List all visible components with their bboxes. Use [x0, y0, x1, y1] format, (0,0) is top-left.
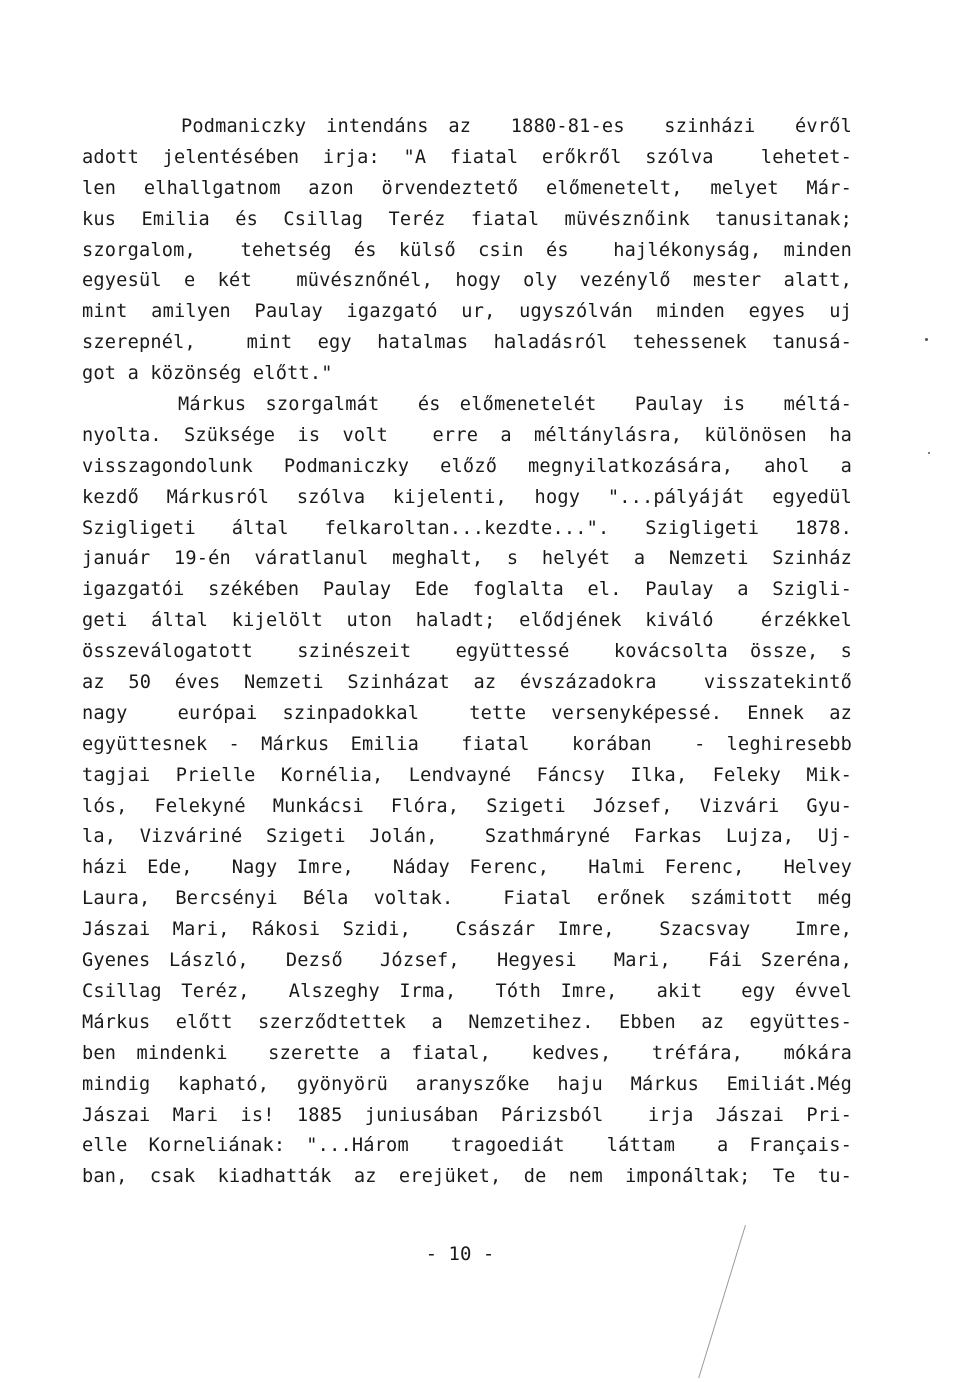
text-line: adott jelentésében irja: "A fiatal erőkről szólva lehetet-: [82, 146, 852, 168]
text-line: elle Korneliának: "...Három tragoediát láttam a Français-: [82, 1135, 852, 1157]
text-line: nagy európai szinpadokkal tette versenyképessé. Ennek az: [82, 702, 852, 724]
text-line: kus Emilia és Csillag Teréz fiatal müvésznőink tanusitanak;: [82, 208, 852, 230]
text-line: tagjai Prielle Kornélia, Lendvayné Fáncsy Ilka, Feleky Mik-: [82, 764, 852, 786]
text-line: ban, csak kiadhatták az erejüket, de nem imponáltak; Te tu-: [82, 1166, 852, 1188]
text-line: egyesül e két müvésznőnél, hogy oly vezénylő mester alatt,: [82, 270, 852, 292]
text-line: Csillag Teréz, Alszeghy Irma, Tóth Imre, akit egy évvel: [82, 980, 852, 1002]
text-line: az 50 éves Nemzeti Szinházat az évszázadokra visszatekintő: [82, 672, 852, 694]
body-text: [82, 112, 852, 1193]
text-line: Jászai Mari, Rákosi Szidi, Császár Imre, Szacsvay Imre,: [82, 919, 852, 941]
text-line: la, Vizváriné Szigeti Jolán, Szathmáryné Farkas Lujza, Uj-: [82, 826, 852, 848]
text-line: szorgalom, tehetség és külső csin és hajlékonyság, minden: [82, 239, 852, 261]
text-line: visszagondolunk Podmaniczky előző megnyilatkozására, ahol a: [82, 455, 852, 477]
text-line: mindig kapható, gyönyörü aranyszőke haju Márkus Emiliát.Még: [82, 1073, 852, 1095]
text-line: együttesnek - Márkus Emilia fiatal korában - leghiresebb: [82, 733, 852, 755]
scan-speck: [925, 338, 928, 341]
text-line: Laura, Bercsényi Béla voltak. Fiatal erőnek számitott még: [82, 888, 852, 910]
text-line: Szigligeti által felkaroltan...kezdte...". Szigligeti 1878.: [82, 517, 852, 539]
text-line: összeválogatott szinészeit együttessé kovácsolta össze, s: [82, 641, 852, 663]
text-line: kezdő Márkusról szólva kijelenti, hogy "...pályáját egyedül: [82, 486, 852, 508]
page-number: - 10 -: [425, 1243, 495, 1265]
scan-scratch: [698, 1225, 746, 1378]
text-line: Márkus előtt szerződtettek a Nemzetihez. Ebben az együttes-: [82, 1011, 852, 1033]
text-line: Gyenes László, Dezső József, Hegyesi Mari, Fái Szeréna,: [82, 950, 852, 972]
text-line: igazgatói székében Paulay Ede foglalta el. Paulay a Szigli-: [82, 579, 852, 601]
text-line: nyolta. Szüksége is volt erre a méltánylásra, különösen ha: [82, 424, 852, 446]
scan-speck: [928, 452, 930, 454]
text-line: szerepnél, mint egy hatalmas haladásról tehessenek tanusá-: [82, 332, 852, 354]
text-line: január 19-én váratlanul meghalt, s helyét a Nemzeti Szinház: [82, 548, 852, 570]
text-line: lós, Felekyné Munkácsi Flóra, Szigeti József, Vizvári Gyu-: [82, 795, 852, 817]
text-line: ben mindenki szerette a fiatal, kedves, tréfára, mókára: [82, 1042, 852, 1064]
text-line: len elhallgatnom azon örvendeztető előmenetelt, melyet Már-: [82, 177, 852, 199]
text-line: házi Ede, Nagy Imre, Náday Ferenc, Halmi Ferenc, Helvey: [82, 857, 852, 879]
text-line: got a közönség előtt.": [82, 363, 333, 385]
text-line: Podmaniczky intendáns az 1880-81-es szinházi évről: [82, 116, 852, 137]
text-line: mint amilyen Paulay igazgató ur, ugyszólván minden egyes uj: [82, 301, 852, 323]
text-line: geti által kijelölt uton haladt; elődjének kiváló érzékkel: [82, 610, 852, 632]
text-line: Jászai Mari is! 1885 juniusában Párizsból irja Jászai Pri-: [82, 1104, 852, 1126]
text-line: Márkus szorgalmát és előmenetelét Paulay is méltá-: [82, 394, 852, 416]
